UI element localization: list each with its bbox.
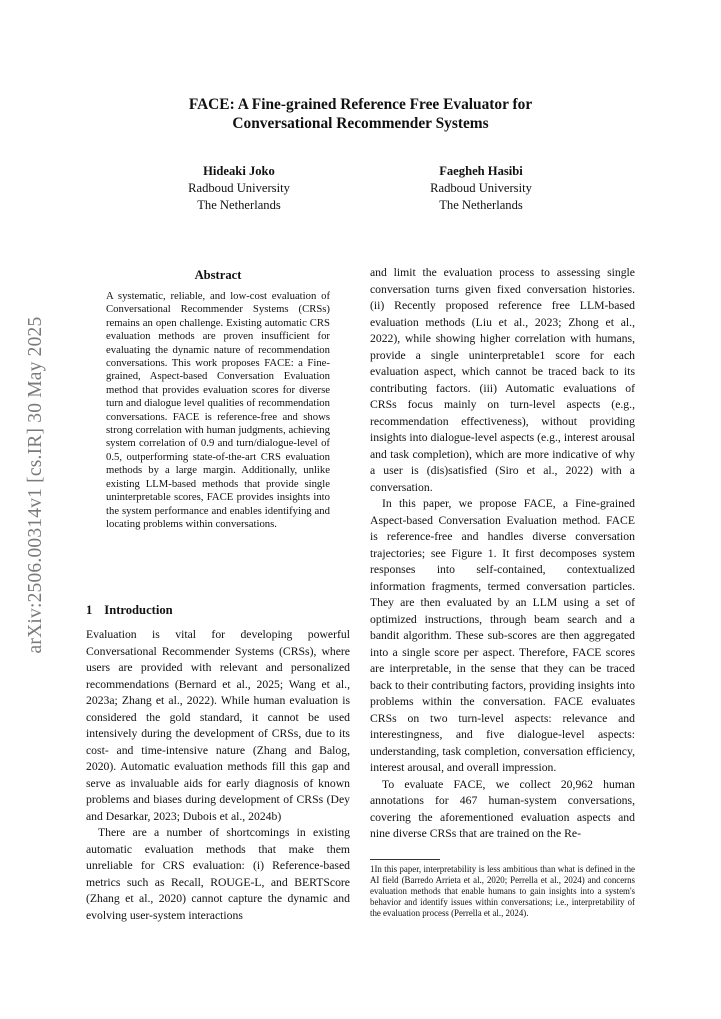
section-heading (86, 603, 173, 618)
intro-paragraph-2: There are a number of shortcomings in existing automatic evaluation methods that make them unreliable for CRS evaluation: (i) Reference-based metrics such as Recall, ROUGE-L, and BERTScore (Zhang et al., 2020) cannot capture the dynamic and evolving user-system interactions (86, 826, 350, 922)
author-affiliation: Radboud University (430, 181, 532, 195)
left-column (86, 627, 350, 924)
arxiv-identifier-text: arXiv:2506.00314v1 [cs.IR] 30 May 2025 (25, 316, 46, 654)
paper-title-line-2: Conversational Recommender Systems (232, 115, 489, 132)
footnote-rule (370, 859, 440, 860)
author-country: The Netherlands (197, 198, 281, 212)
abstract-body: A systematic, reliable, and low-cost evaluation of Conversational Recommender Systems (CRSs) remains an open challenge. Existing automatic CRS evaluation methods are proven insufficient for evaluating the dynamic nature of recommendation conversations. This work proposes FACE: a Fine-grained, Aspect-based Conversation Evaluation method that provides evaluation scores for diverse turn and dialogue level qualities of recommendation conversations. FACE is reference-free and shows strong correlation with human judgments, achieving system correlation of 0.9 and turn/dialogue-level of 0.5, outperforming state-of-the-art CRS evaluation methods by a large margin. Additionally, unlike existing LLM-based methods that provide single uninterpretable scores, FACE provides insights into the system performance and enables identifying and locating problems within conversations. (106, 290, 330, 530)
right-paragraph-1: and limit the evaluation process to assessing single conversation turns given fixed conversation histories. (ii) Recently proposed reference free LLM-based evaluation methods (Liu et al., 2023; Zhong et al., 2022), while showing higher correlation with humans, provide a single uninterpretable1 score for each evaluation aspect, which cannot be traced back to its contributing factors. (iii) Automatic evaluations of CRSs focus mainly on turn-level aspects (e.g., recommendation effectiveness), without providing insights into dialogue-level aspects (e.g., interest arousal and task completion), which are more indicative of why a user is (dis)satisfied (Siro et al., 2022) with a conversation. (370, 266, 635, 494)
author-name: Faegheh Hasibi (439, 164, 523, 178)
author-block-1 (129, 163, 349, 214)
right-paragraph-2: In this paper, we propose FACE, a Fine-grained Aspect-based Conversation Evaluation method. FACE is reference-free and handles diverse conversation trajectories; see Figure 1. It first decomposes system responses into self-contained, contextualized information fragments, termed conversation particles. They are then evaluated by an LLM using a set of optimized instructions, through beam search and a bandit algorithm. These sub-scores are then aggregated into a single score per aspect. Therefore, FACE scores are interpretable, in the sense that they can be traced back to their contributing factors, providing insights into problems within the conversation. FACE evaluates CRSs on two turn-level aspects: relevance and interestingness, and five dialogue-level aspects: understanding, task completion, conversation efficiency, interest arousal, and overall impression. (370, 497, 635, 774)
author-block-2 (371, 163, 591, 214)
intro-paragraph-1: Evaluation is vital for developing powerful Conversational Recommender Systems (CRSs), where users are provided with relevant and personalized recommendations (Bernard et al., 2025; Wang et al., 2023a; Zhang et al., 2022). While human evaluation is considered the gold standard, it cannot be used intensively during the development of CRSs, due to its cost- and time-intensive nature (Zhang and Balog, 2020). Automatic evaluation methods fill this gap and serve as invaluable aids for early diagnosis of known problems and biases during development of CRSs (Dey and Desarkar, 2023; Dubois et al., 2024b) (86, 628, 350, 823)
footnote: 1In this paper, interpretability is less ambitious than what is defined in the AI field (Barredo Arrieta et al., 2020; Perrella et al., 2024) and concerns evaluation methods that enable humans to gain insights into a system's behavior and identify issues within conversations; i.e., interpretability of the evaluation process (Perrella et al., 2024). (370, 864, 635, 918)
author-name: Hideaki Joko (203, 164, 275, 178)
right-paragraph-3: To evaluate FACE, we collect 20,962 human annotations for 467 human-system conversations, covering the aforementioned evaluation aspects and nine diverse CRSs that are trained on the Re- (370, 777, 635, 840)
arxiv-identifier (24, 300, 48, 670)
author-country: The Netherlands (439, 198, 523, 212)
right-column (370, 265, 635, 843)
paper-title (0, 95, 721, 133)
paper-title-line-1: FACE: A Fine-grained Reference Free Evaluator for (188, 96, 533, 113)
section-number: 1 (86, 603, 93, 617)
author-affiliation: Radboud University (188, 181, 290, 195)
section-title: Introduction (104, 603, 173, 617)
abstract-heading: Abstract (194, 268, 242, 282)
